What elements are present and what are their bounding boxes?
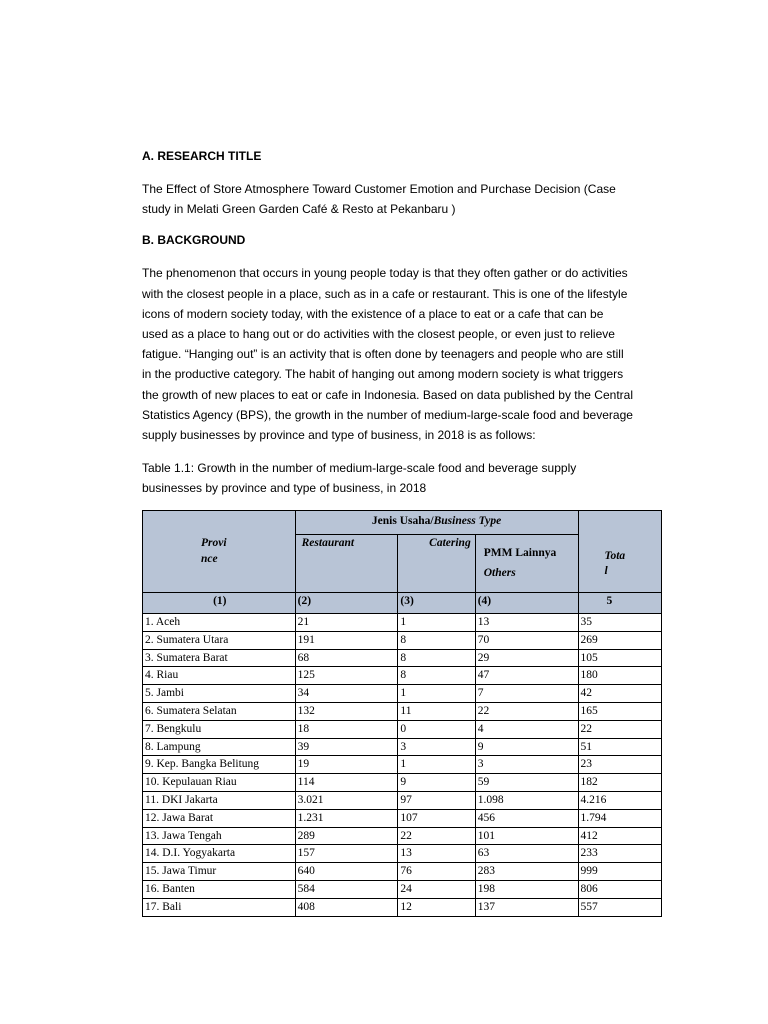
others-cell: 59 <box>475 774 578 792</box>
province-cell: 15. Jawa Timur <box>143 863 296 881</box>
restaurant-cell: 21 <box>295 614 398 632</box>
table-row <box>143 809 662 827</box>
catering-cell: 13 <box>398 845 475 863</box>
table-row <box>143 845 662 863</box>
column-number: (4) <box>475 593 578 614</box>
table-row <box>143 863 662 881</box>
catering-cell: 8 <box>398 649 475 667</box>
column-number-row <box>143 593 662 614</box>
restaurant-cell: 34 <box>295 685 398 703</box>
restaurant-cell: 640 <box>295 863 398 881</box>
province-cell: 17. Bali <box>143 898 296 916</box>
others-cell: 7 <box>475 685 578 703</box>
restaurant-cell: 157 <box>295 845 398 863</box>
table-row <box>143 720 662 738</box>
others-header-line: Others <box>483 567 516 579</box>
restaurant-cell: 3.021 <box>295 791 398 809</box>
catering-cell: 9 <box>398 774 475 792</box>
background-paragraph <box>142 263 660 445</box>
table-row <box>143 649 662 667</box>
restaurant-cell: 68 <box>295 649 398 667</box>
total-column-header <box>578 511 661 593</box>
catering-cell: 12 <box>398 898 475 916</box>
restaurant-cell: 1.231 <box>295 809 398 827</box>
table-row <box>143 774 662 792</box>
province-cell: 13. Jawa Tengah <box>143 827 296 845</box>
catering-cell: 11 <box>398 702 475 720</box>
background-line: fatigue. “Hanging out” is an activity that is often done by teenagers and people who are still <box>142 347 624 362</box>
total-cell: 999 <box>578 863 661 881</box>
table-row <box>143 631 662 649</box>
province-cell: 7. Bengkulu <box>143 720 296 738</box>
catering-cell: 97 <box>398 791 475 809</box>
restaurant-column-header: Restaurant <box>295 535 398 593</box>
table-row <box>143 880 662 898</box>
catering-cell: 8 <box>398 667 475 685</box>
restaurant-cell: 289 <box>295 827 398 845</box>
restaurant-cell: 19 <box>295 756 398 774</box>
total-cell: 165 <box>578 702 661 720</box>
background-line: the growth of new places to eat or cafe in Indonesia. Based on data published by the Central <box>142 387 633 402</box>
province-cell: 14. D.I. Yogyakarta <box>143 845 296 863</box>
province-cell: 12. Jawa Barat <box>143 809 296 827</box>
others-column-header <box>475 535 578 593</box>
province-cell: 4. Riau <box>143 667 296 685</box>
catering-cell: 0 <box>398 720 475 738</box>
catering-cell: 1 <box>398 614 475 632</box>
table-caption <box>142 458 660 498</box>
others-cell: 198 <box>475 880 578 898</box>
restaurant-cell: 191 <box>295 631 398 649</box>
table-row <box>143 898 662 916</box>
total-cell: 23 <box>578 756 661 774</box>
province-cell: 16. Banten <box>143 880 296 898</box>
others-cell: 47 <box>475 667 578 685</box>
background-line: The phenomenon that occurs in young people today is that they often gather or do activities <box>142 266 628 281</box>
province-header-line: nce <box>201 553 218 565</box>
column-number: 5 <box>578 593 661 614</box>
total-cell: 42 <box>578 685 661 703</box>
business-type-label: Jenis Usaha/ <box>371 515 434 527</box>
restaurant-cell: 408 <box>295 898 398 916</box>
others-cell: 13 <box>475 614 578 632</box>
catering-cell: 22 <box>398 827 475 845</box>
table-row <box>143 756 662 774</box>
restaurant-cell: 18 <box>295 720 398 738</box>
column-number: (3) <box>398 593 475 614</box>
table-row <box>143 791 662 809</box>
total-cell: 182 <box>578 774 661 792</box>
province-cell: 10. Kepulauan Riau <box>143 774 296 792</box>
total-cell: 557 <box>578 898 661 916</box>
total-cell: 806 <box>578 880 661 898</box>
others-cell: 1.098 <box>475 791 578 809</box>
background-line: Statistics Agency (BPS), the growth in the number of medium-large-scale food and beverage <box>142 407 633 422</box>
total-cell: 1.794 <box>578 809 661 827</box>
table-caption-line: businesses by province and type of business, in 2018 <box>142 481 427 496</box>
others-cell: 3 <box>475 756 578 774</box>
restaurant-cell: 584 <box>295 880 398 898</box>
province-cell: 6. Sumatera Selatan <box>143 702 296 720</box>
total-cell: 412 <box>578 827 661 845</box>
total-cell: 180 <box>578 667 661 685</box>
total-cell: 269 <box>578 631 661 649</box>
table-caption-line: Table 1.1: Growth in the number of medium-large-scale food and beverage supply <box>142 461 577 476</box>
catering-column-header: Catering <box>398 535 475 593</box>
background-line: with the closest people in a place, such as in a cafe or restaurant. This is one of the lifestyle <box>142 286 628 301</box>
total-cell: 35 <box>578 614 661 632</box>
total-cell: 4.216 <box>578 791 661 809</box>
section-heading-research-title: A. RESEARCH TITLE <box>142 149 262 163</box>
others-cell: 4 <box>475 720 578 738</box>
province-header-line: Provi <box>201 537 227 549</box>
total-cell: 105 <box>578 649 661 667</box>
column-number: (2) <box>295 593 398 614</box>
province-cell: 1. Aceh <box>143 614 296 632</box>
total-header-line: Tota <box>604 550 626 562</box>
province-cell: 3. Sumatera Barat <box>143 649 296 667</box>
province-column-header <box>143 511 296 593</box>
table-header-row <box>143 511 662 535</box>
restaurant-cell: 114 <box>295 774 398 792</box>
others-header-line: PMM Lainnya <box>483 547 557 559</box>
others-cell: 137 <box>475 898 578 916</box>
business-type-group-header <box>295 511 578 535</box>
business-growth-table <box>142 510 662 917</box>
table-row <box>143 702 662 720</box>
business-type-label-italic: Business Type <box>433 515 502 527</box>
total-cell: 233 <box>578 845 661 863</box>
others-cell: 29 <box>475 649 578 667</box>
table-row <box>143 827 662 845</box>
total-cell: 51 <box>578 738 661 756</box>
others-cell: 456 <box>475 809 578 827</box>
restaurant-cell: 132 <box>295 702 398 720</box>
background-line: used as a place to hang out or do activities with the closest people, or even just to relieve <box>142 327 615 342</box>
research-title-line: study in Melati Green Garden Café & Resto at Pekanbaru ) <box>142 202 456 217</box>
background-line: icons of modern society today, with the existence of a place to eat or a cafe that can be <box>142 306 604 321</box>
catering-cell: 107 <box>398 809 475 827</box>
others-cell: 63 <box>475 845 578 863</box>
research-title-paragraph <box>142 179 660 219</box>
province-cell: 5. Jambi <box>143 685 296 703</box>
table-row <box>143 738 662 756</box>
document-text <box>142 146 660 499</box>
table-row <box>143 685 662 703</box>
catering-cell: 1 <box>398 756 475 774</box>
background-line: supply businesses by province and type of business, in 2018 is as follows: <box>142 428 536 443</box>
table-body <box>143 614 662 917</box>
total-cell: 22 <box>578 720 661 738</box>
catering-cell: 3 <box>398 738 475 756</box>
catering-cell: 76 <box>398 863 475 881</box>
total-header-line: l <box>604 565 608 577</box>
province-cell: 11. DKI Jakarta <box>143 791 296 809</box>
background-line: in the productive category. The habit of hanging out among modern society is what triggers <box>142 367 624 382</box>
province-cell: 9. Kep. Bangka Belitung <box>143 756 296 774</box>
province-cell: 8. Lampung <box>143 738 296 756</box>
column-number: (1) <box>143 593 296 614</box>
restaurant-cell: 39 <box>295 738 398 756</box>
others-cell: 101 <box>475 827 578 845</box>
section-heading-background: B. BACKGROUND <box>142 233 246 248</box>
research-title-line: The Effect of Store Atmosphere Toward Customer Emotion and Purchase Decision (Case <box>142 182 616 196</box>
table-row <box>143 667 662 685</box>
others-cell: 70 <box>475 631 578 649</box>
others-cell: 9 <box>475 738 578 756</box>
catering-cell: 1 <box>398 685 475 703</box>
catering-cell: 24 <box>398 880 475 898</box>
table-row <box>143 614 662 632</box>
others-cell: 22 <box>475 702 578 720</box>
restaurant-cell: 125 <box>295 667 398 685</box>
province-cell: 2. Sumatera Utara <box>143 631 296 649</box>
catering-cell: 8 <box>398 631 475 649</box>
others-cell: 283 <box>475 863 578 881</box>
